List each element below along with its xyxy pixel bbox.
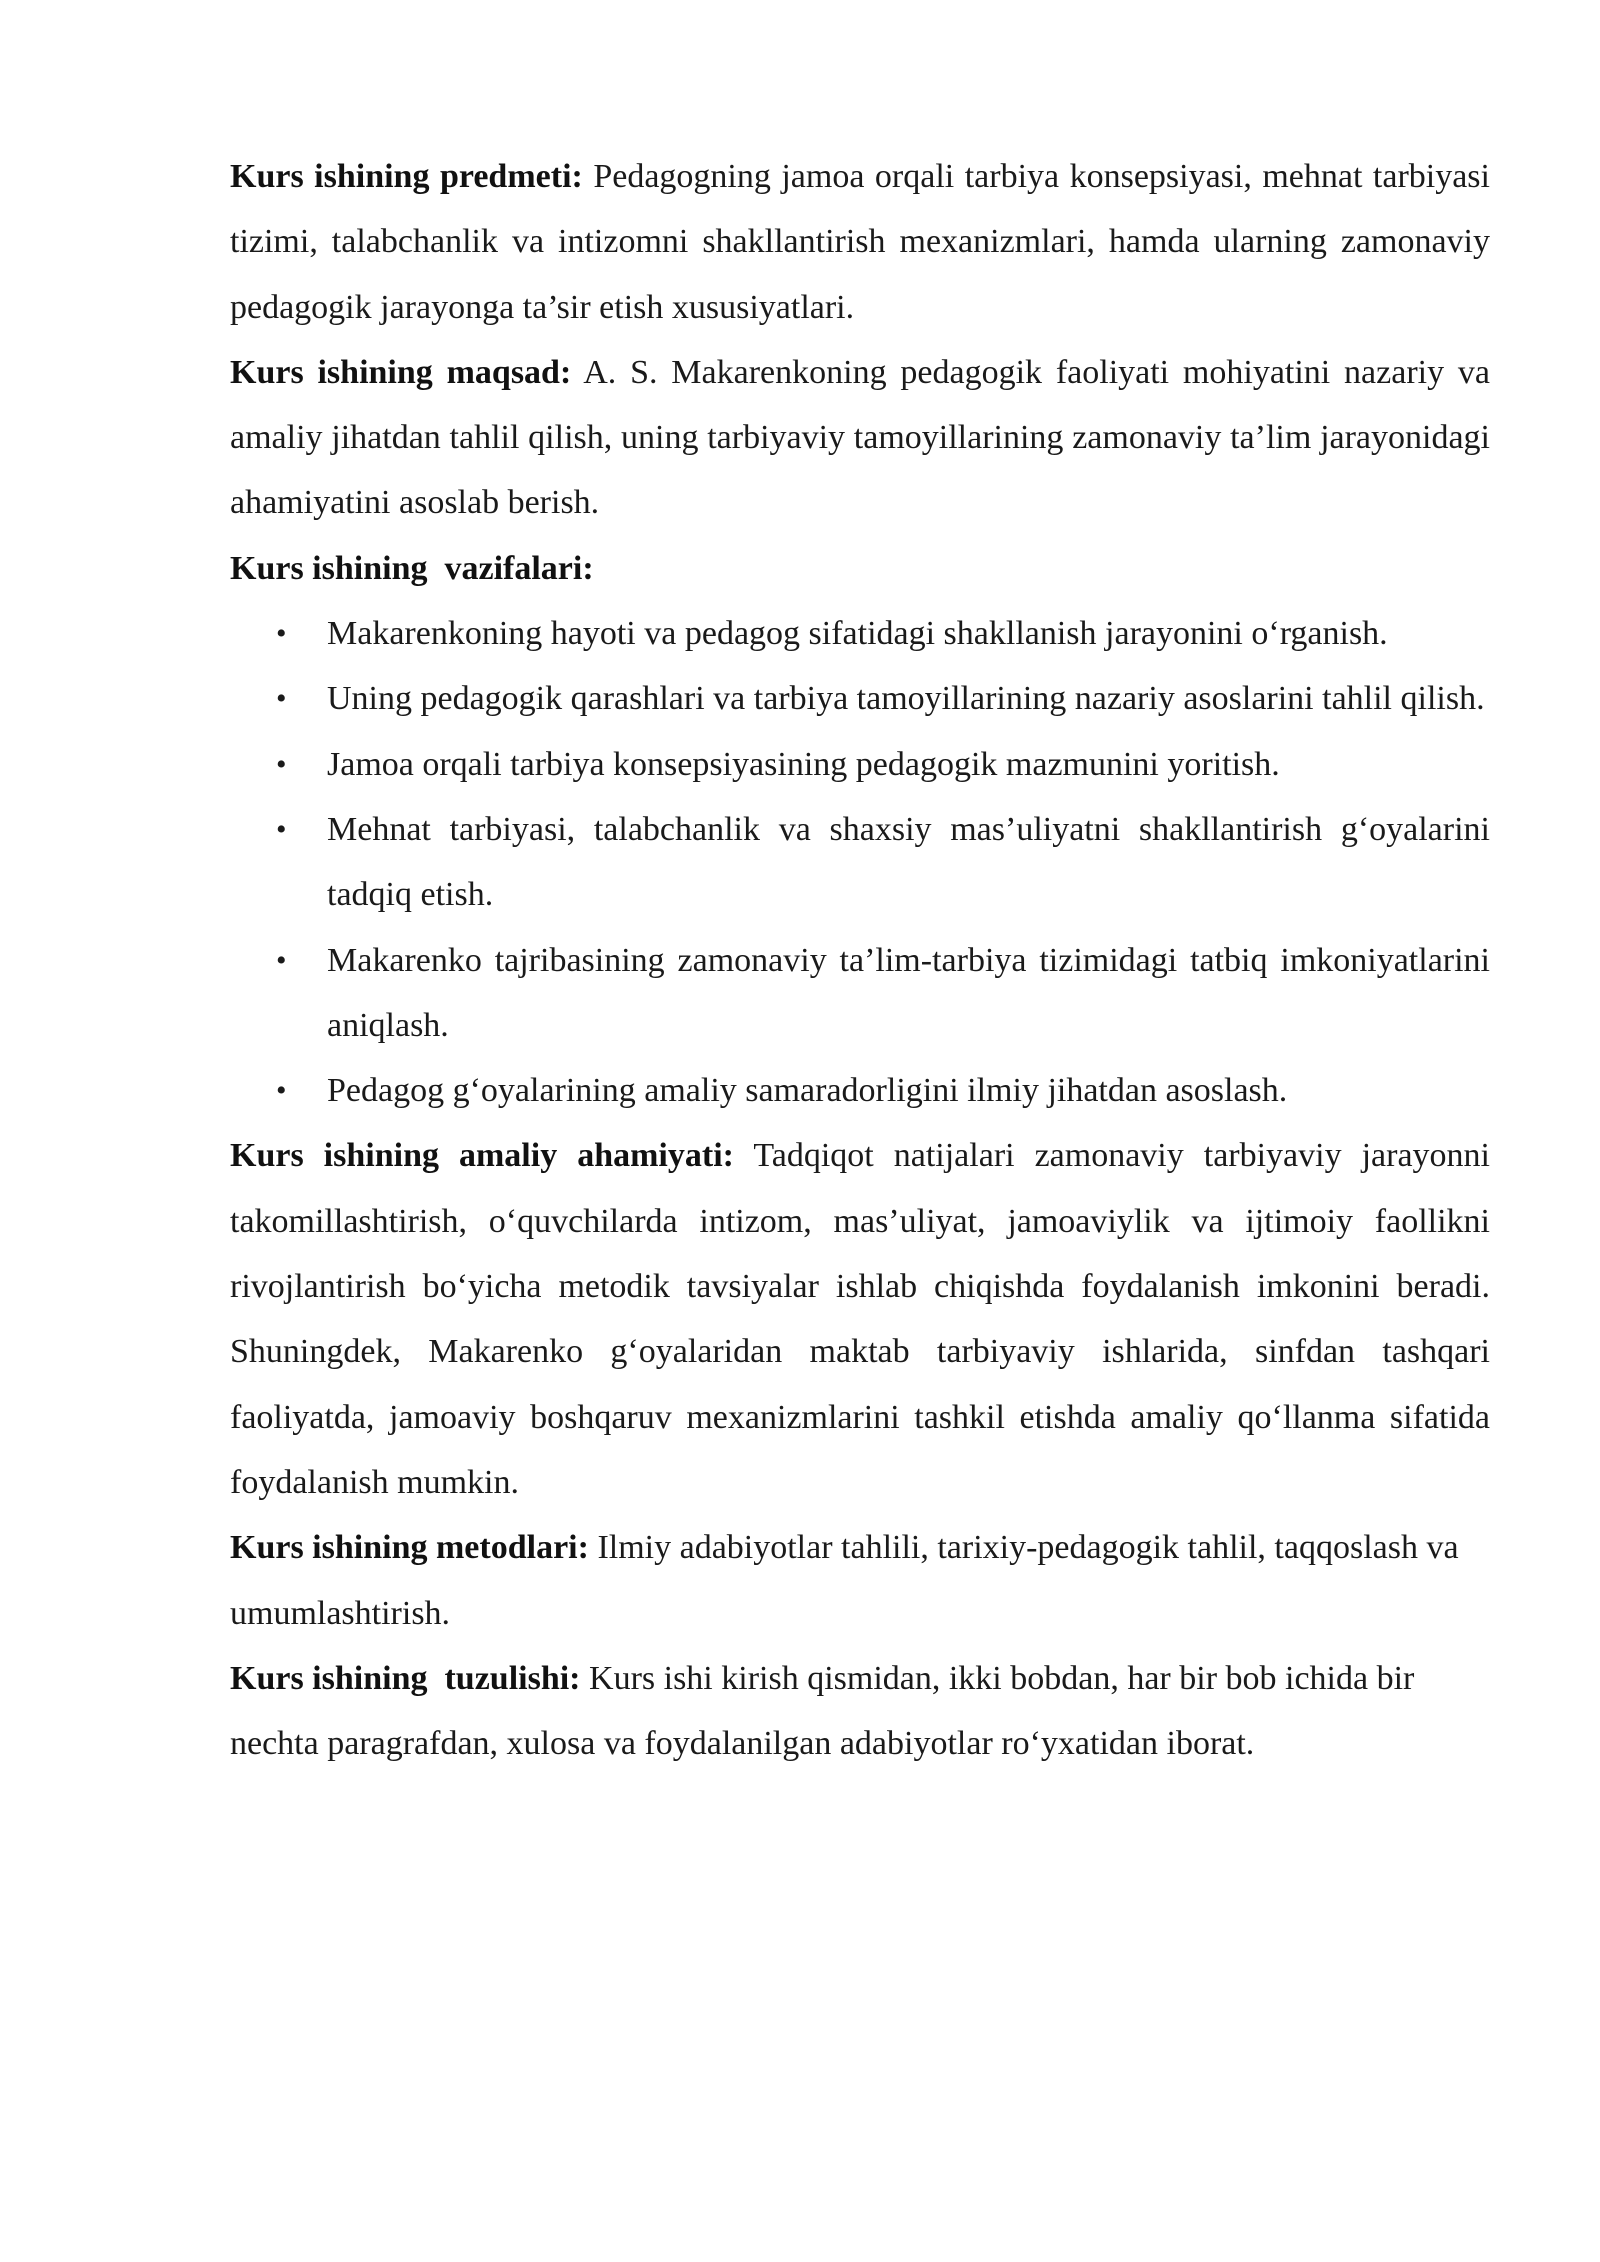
bullet-icon: • [276,812,287,846]
list-item-text: Makarenkoning hayoti va pedagog sifatidagi shakllanish jarayonini o‘rganish. [327,615,1388,653]
list-item [230,732,1490,797]
document-body [230,144,1490,1776]
paragraph-tuzulish [230,1646,1490,1777]
predmet-label: Kurs ishining predmeti: [230,158,583,195]
list-item [230,601,1490,666]
list-item-text: Jamoa orqali tarbiya konsepsiyasining pedagogik mazmunini yoritish. [327,745,1280,783]
list-item [230,928,1490,1059]
list-item-text: Uning pedagogik qarashlari va tarbiya tamoyillarining nazariy asoslarini tahlil qilish. [327,680,1485,718]
bullet-icon: • [276,747,287,781]
amaliy-text: Tadqiqot natijalari zamonaviy tarbiyaviy jarayonni takomillashtirish, o‘quvchilarda intizom, mas’uliyat, jamoaviylik va ijtimoiy faollikni rivojlantirish bo‘yicha metodik tavsiyalar ishlab chiqishda foydalanish imkonini beradi. Shuningdek, Makarenko g‘oyalaridan maktab tarbiyaviy ishlarida, sinfdan tashqari faoliyatda, jamoaviy boshqaruv mexanizmlarini tashkil etishda amaliy qo‘llanma sifatida foydalanish mumkin. [230,1137,1490,1501]
tuzulish-label: Kurs ishining tuzulishi: [230,1659,581,1697]
bullet-icon: • [276,1074,287,1108]
list-item [230,1058,1490,1123]
list-item-text: Pedagog g‘oyalarining amaliy samaradorligini ilmiy jihatdan asoslash. [327,1072,1288,1110]
tuzulish-text: Kurs ishi kirish qismidan, ikki bobdan, har bir bob ichida bir nechta paragrafdan, xulosa va foydalanilgan adabiyotlar ro‘yxatidan iborat. [230,1659,1415,1763]
maqsad-text: A. S. Makarenkoning pedagogik faoliyati mohiyatini nazariy va amaliy jihatdan tahlil qilish, uning tarbiyaviy tamoyillarining zamonaviy ta’lim jarayonidagi ahamiyatini asoslab berish. [230,353,1491,522]
list-item-text: Mehnat tarbiyasi, talabchanlik va shaxsiy mas’uliyatni shakllantirish g‘oyalarini tadqiq etish. [327,810,1490,914]
list-item-text: Makarenko tajribasining zamonaviy ta’lim-tarbiya tizimidagi tatbiq imkoniyatlarini aniqlash. [327,941,1490,1044]
metodlar-label: Kurs ishining metodlari: [230,1529,589,1567]
list-item [230,797,1490,928]
bullet-icon: • [276,943,287,977]
paragraph-predmet [230,144,1490,340]
paragraph-metodlar [230,1515,1490,1646]
amaliy-label: Kurs ishining amaliy ahamiyati: [230,1137,734,1175]
list-item [230,666,1508,731]
predmet-text: Pedagogning jamoa orqali tarbiya konsepsiyasi, mehnat tarbiyasi tizimi, talabchanlik va intizomni shakllantirish mexanizmlari, hamda ularning zamonaviy pedagogik jarayonga ta’sir etish xususiyatlari. [230,158,1490,326]
maqsad-label: Kurs ishining maqsad: [230,353,572,391]
bullet-icon: • [276,682,287,716]
bullet-icon: • [276,617,287,651]
paragraph-maqsad [230,340,1490,536]
paragraph-amaliy-ahamiyati [230,1123,1490,1515]
vazifalar-heading: Kurs ishining vazifalari: [230,549,594,587]
vazifalar-list [230,601,1490,1123]
metodlar-text: Ilmiy adabiyotlar tahlili, tarixiy-pedagogik tahlil, taqqoslash va umumlashtirish. [230,1529,1459,1632]
